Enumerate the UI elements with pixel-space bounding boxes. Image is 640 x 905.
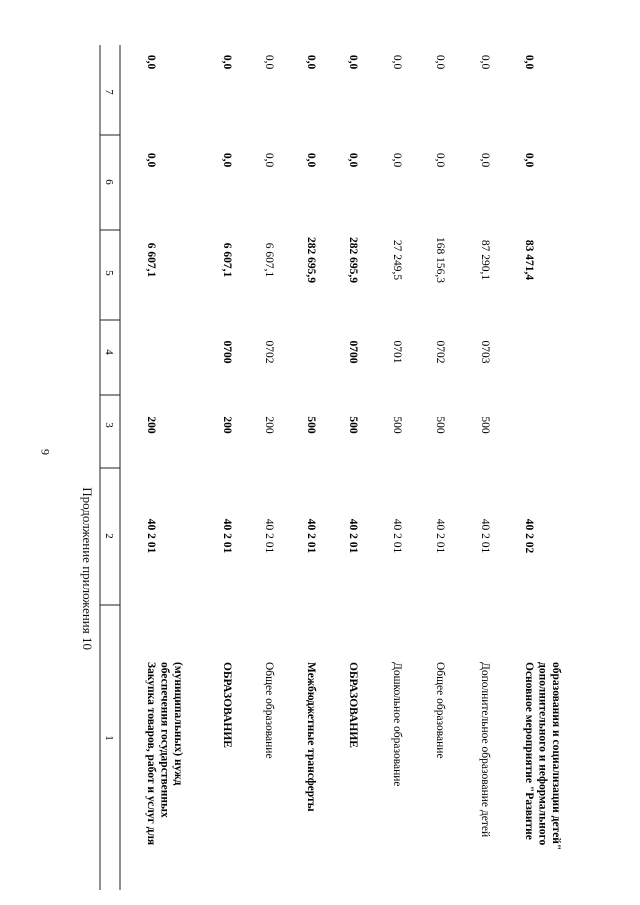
cell-section: 0700: [347, 340, 359, 364]
cell-section: 0700: [221, 340, 233, 364]
cell-code: 40 2 01: [145, 518, 157, 554]
row-name: Межбюджетные трансферты: [305, 662, 317, 812]
cell-v7: 0,0: [347, 54, 359, 70]
row-name: обеспечения государственных: [158, 662, 171, 818]
cell-v7: 0,0: [479, 54, 491, 70]
column-number-7: 7: [103, 89, 115, 95]
cell-v7: 0,0: [434, 54, 446, 70]
cell-section: 0701: [391, 340, 403, 364]
cell-type: 500: [434, 416, 446, 434]
cell-code: 40 2 01: [479, 518, 491, 554]
cell-v6: 0,0: [145, 152, 157, 168]
cell-section: 0702: [263, 340, 275, 364]
cell-v5: 168 156,3: [434, 237, 446, 283]
cell-v7: 0,0: [523, 54, 535, 70]
cell-v6: 0,0: [263, 152, 275, 168]
cell-v7: 0,0: [221, 54, 233, 70]
cell-v5: 27 249,5: [391, 239, 403, 281]
column-number-1: 1: [103, 735, 115, 741]
row-name: ОБРАЗОВАНИЕ: [221, 662, 233, 748]
cell-section: 0702: [434, 340, 446, 364]
cell-type: 500: [479, 416, 491, 434]
row-name: Общее образование: [263, 662, 275, 759]
row-name: Дошкольное образование: [391, 662, 403, 787]
row-name: Дополнительное образование детей: [479, 662, 491, 838]
cell-v5: 282 695,9: [347, 237, 359, 283]
cell-code: 40 2 01: [434, 518, 446, 554]
column-number-5: 5: [103, 270, 115, 276]
cell-type: 200: [145, 416, 157, 434]
cell-v6: 0,0: [523, 152, 535, 168]
row-name: Основное мероприятие "Развитие: [523, 662, 535, 840]
cell-code: 40 2 01: [305, 518, 317, 554]
cell-code: 40 2 02: [523, 518, 535, 554]
cell-v5: 6 607,1: [221, 242, 233, 278]
cell-type: 500: [305, 416, 317, 434]
cell-v6: 0,0: [221, 152, 233, 168]
row-name: дополнительного и неформального: [536, 662, 549, 846]
cell-type: 500: [347, 416, 359, 434]
cell-v7: 0,0: [263, 54, 275, 70]
appendix-caption: Продолжение приложения 10: [80, 487, 95, 650]
cell-v7: 0,0: [145, 54, 157, 70]
column-number-4: 4: [103, 349, 115, 355]
cell-code: 40 2 01: [221, 518, 233, 554]
row-name: Закупка товаров, работ и услуг для: [145, 662, 157, 846]
cell-v5: 83 471,4: [523, 239, 535, 281]
cell-code: 40 2 01: [391, 518, 403, 554]
cell-v5: 87 290,1: [479, 239, 491, 281]
page-number: 9: [38, 449, 53, 455]
row-name: (муниципальных) нужд: [172, 662, 184, 786]
cell-v5: 282 695,9: [305, 237, 317, 283]
column-number-6: 6: [103, 179, 115, 185]
row-name: образования и социализации детей": [550, 662, 562, 851]
cell-v5: 6 607,1: [263, 242, 275, 278]
cell-v6: 0,0: [479, 152, 491, 168]
cell-section: 0703: [479, 340, 491, 364]
cell-v6: 0,0: [391, 152, 403, 168]
cell-v6: 0,0: [347, 152, 359, 168]
column-number-3: 3: [103, 422, 115, 428]
cell-v6: 0,0: [434, 152, 446, 168]
row-name: ОБРАЗОВАНИЕ: [347, 662, 359, 748]
cell-v7: 0,0: [305, 54, 317, 70]
cell-type: 200: [263, 416, 275, 434]
cell-v6: 0,0: [305, 152, 317, 168]
cell-code: 40 2 01: [347, 518, 359, 554]
cell-v5: 6 607,1: [145, 242, 157, 278]
cell-code: 40 2 01: [263, 518, 275, 554]
column-number-2: 2: [103, 533, 115, 539]
row-name: Общее образование: [434, 662, 446, 759]
cell-v7: 0,0: [391, 54, 403, 70]
cell-type: 500: [391, 416, 403, 434]
cell-type: 200: [221, 416, 233, 434]
